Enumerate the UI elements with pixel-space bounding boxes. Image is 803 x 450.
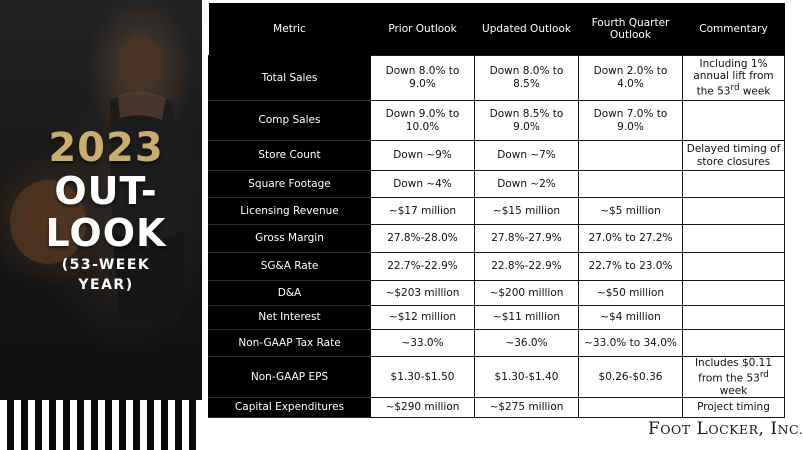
hero-panel	[0, 0, 202, 450]
updated-outlook-cell: 27.8%-27.9%	[475, 225, 579, 253]
q4-outlook-cell: ~$4 million	[579, 306, 683, 330]
header-fourth-quarter-outlook	[579, 3, 683, 56]
q4-outlook-cell: ~$50 million	[579, 281, 683, 306]
commentary-cell	[683, 171, 785, 198]
table-row-store-count	[209, 141, 785, 171]
commentary-cell	[683, 225, 785, 253]
q4-outlook-cell	[579, 171, 683, 198]
logo-ocker: OCKER	[708, 422, 759, 437]
table-row-sga-rate	[209, 253, 785, 281]
commentary-cell	[683, 357, 785, 398]
prior-outlook-cell: Down 8.0% to 9.0%	[371, 56, 475, 101]
outlook-table	[208, 3, 785, 418]
hero-year: 2023	[48, 125, 164, 171]
table-header-row	[209, 3, 785, 56]
metric-label: Net Interest	[209, 306, 371, 330]
metric-label: Store Count	[209, 141, 371, 171]
q4-outlook-cell: Down 2.0% to 4.0%	[579, 56, 683, 101]
table-row-licensing-revenue	[209, 198, 785, 225]
prior-outlook-cell: ~$203 million	[371, 281, 475, 306]
q4-outlook-cell	[579, 398, 683, 418]
logo-f: F	[648, 419, 661, 439]
hero-title	[36, 125, 176, 293]
q4-outlook-cell: $0.26-$0.36	[579, 357, 683, 398]
updated-outlook-cell: Down 8.0% to 8.5%	[475, 56, 579, 101]
table-row-d-and-a	[209, 281, 785, 306]
updated-outlook-cell: Down ~2%	[475, 171, 579, 198]
updated-outlook-cell: ~$11 million	[475, 306, 579, 330]
table-row-non-gaap-eps	[209, 357, 785, 398]
updated-outlook-cell: Down ~7%	[475, 141, 579, 171]
header-commentary: Commentary	[683, 3, 785, 56]
table-row-comp-sales	[209, 101, 785, 141]
header-q4-line2: Outlook	[610, 29, 651, 41]
updated-outlook-cell: Down 8.5% to 9.0%	[475, 101, 579, 141]
metric-label: D&A	[209, 281, 371, 306]
commentary-cell	[683, 101, 785, 141]
q4-outlook-cell: 22.7% to 23.0%	[579, 253, 683, 281]
commentary-text: Includes $0.11 from the 53	[694, 357, 773, 385]
metric-label: Gross Margin	[209, 225, 371, 253]
header-q4-line1: Fourth Quarter	[591, 17, 670, 29]
table-row-capital-expenditures	[209, 398, 785, 418]
metric-label: SG&A Rate	[209, 253, 371, 281]
logo-comma: ,	[758, 419, 771, 439]
commentary-cell: Project timing	[683, 398, 785, 418]
q4-outlook-cell: 27.0% to 27.2%	[579, 225, 683, 253]
prior-outlook-cell: 27.8%-28.0%	[371, 225, 475, 253]
q4-outlook-cell: Down 7.0% to 9.0%	[579, 101, 683, 141]
metric-label: Capital Expenditures	[209, 398, 371, 418]
referee-stripes	[0, 400, 202, 450]
table-row-square-footage	[209, 171, 785, 198]
table-row-total-sales	[209, 56, 785, 101]
updated-outlook-cell: ~$275 million	[475, 398, 579, 418]
foot-locker-logo	[648, 419, 803, 439]
metric-label: Total Sales	[209, 56, 371, 101]
metric-label: Licensing Revenue	[209, 198, 371, 225]
header-metric: Metric	[209, 3, 371, 56]
updated-outlook-cell: ~$15 million	[475, 198, 579, 225]
updated-outlook-cell: ~$200 million	[475, 281, 579, 306]
commentary-text: Including 1% annual lift from the 53	[693, 57, 774, 98]
commentary-cell: Delayed timing of store closures	[683, 141, 785, 171]
updated-outlook-cell: 22.8%-22.9%	[475, 253, 579, 281]
hero-line-look: LOOK	[45, 211, 167, 255]
commentary-cell	[683, 56, 785, 101]
metric-label: Non-GAAP EPS	[209, 357, 371, 398]
logo-i: I	[770, 419, 778, 439]
commentary-cell	[683, 281, 785, 306]
commentary-cell	[683, 306, 785, 330]
commentary-cell	[683, 330, 785, 357]
metric-label: Square Footage	[209, 171, 371, 198]
hero-line-53-week: (53-WEEK	[61, 257, 151, 273]
hero-line-year: YEAR)	[78, 277, 134, 293]
metric-label: Non-GAAP Tax Rate	[209, 330, 371, 357]
hero-line-out: OUT-	[54, 169, 158, 213]
prior-outlook-cell: ~33.0%	[371, 330, 475, 357]
header-updated-outlook: Updated Outlook	[475, 3, 579, 56]
prior-outlook-cell: ~$12 million	[371, 306, 475, 330]
updated-outlook-cell: $1.30-$1.40	[475, 357, 579, 398]
updated-outlook-cell: ~36.0%	[475, 330, 579, 357]
commentary-cell	[683, 253, 785, 281]
logo-l: L	[696, 419, 709, 439]
prior-outlook-cell: ~$290 million	[371, 398, 475, 418]
logo-nc: NC.	[777, 422, 803, 437]
prior-outlook-cell: Down ~4%	[371, 171, 475, 198]
prior-outlook-cell: 22.7%-22.9%	[371, 253, 475, 281]
prior-outlook-cell: Down ~9%	[371, 141, 475, 171]
commentary-text-end: week	[739, 85, 771, 98]
header-prior-outlook: Prior Outlook	[371, 3, 475, 56]
metric-label: Comp Sales	[209, 101, 371, 141]
prior-outlook-cell: $1.30-$1.50	[371, 357, 475, 398]
commentary-superscript: rd	[730, 83, 740, 94]
q4-outlook-cell: ~33.0% to 34.0%	[579, 330, 683, 357]
table-row-net-interest	[209, 306, 785, 330]
commentary-text-end: week	[719, 384, 748, 397]
q4-outlook-cell	[579, 141, 683, 171]
table-row-non-gaap-tax-rate	[209, 330, 785, 357]
commentary-superscript: rd	[759, 369, 769, 380]
q4-outlook-cell: ~$5 million	[579, 198, 683, 225]
logo-oot: OOT	[660, 422, 691, 437]
prior-outlook-cell: ~$17 million	[371, 198, 475, 225]
prior-outlook-cell: Down 9.0% to 10.0%	[371, 101, 475, 141]
commentary-cell	[683, 198, 785, 225]
table-row-gross-margin	[209, 225, 785, 253]
